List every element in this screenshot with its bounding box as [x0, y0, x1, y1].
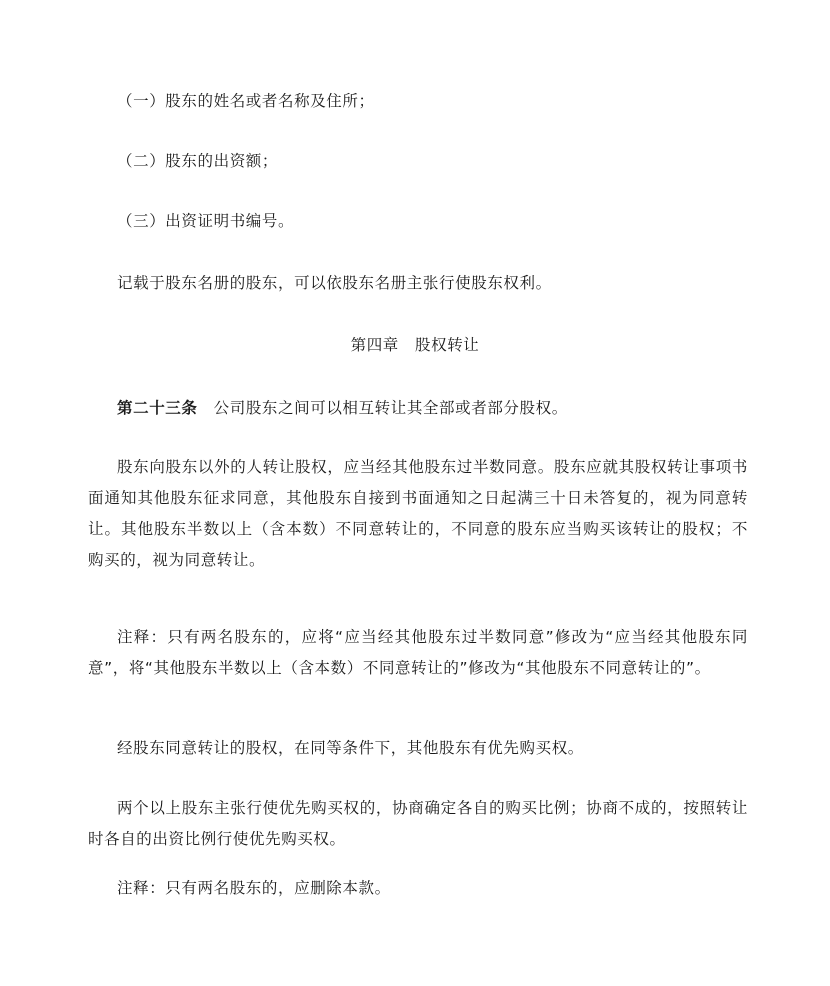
- preemption-paragraph: 经股东同意转让的股权，在同等条件下，其他股东有优先购买权。: [117, 739, 584, 757]
- item-1: （一）股东的姓名或者名称及住所；: [117, 92, 375, 110]
- item-3: （三）出资证明书编号。: [117, 212, 295, 230]
- transfer-paragraph: 股东向股东以外的人转让股权，应当经其他股东过半数同意。股东应就其股权转让事项书面通知其他股东征求同意，其他股东自接到书面通知之日起满三十日未答复的，视为同意转让。其他股东半数以上（含本数）不同意转让的，不同意的股东应当购买该转让的股权；不购买的，视为同意转让。: [88, 458, 748, 569]
- multiple-preemption-paragraph: 两个以上股东主张行使优先购买权的，协商确定各自的购买比例；协商不成的，按照转让时各自的出资比例行使优先购买权。: [88, 799, 748, 848]
- chapter-title: 第四章 股权转让: [350, 336, 480, 354]
- article-number: 第二十三条: [117, 399, 198, 417]
- article-text: 公司股东之间可以相互转让其全部或者部分股权。: [197, 399, 568, 417]
- note-paragraph-1: 注释：只有两名股东的，应将“应当经其他股东过半数同意”修改为“应当经其他股东同意”，将“其他股东半数以上（含本数）不同意转让的”修改为“其他股东不同意转让的”。: [88, 628, 748, 677]
- article-23: [88, 393, 748, 424]
- note-paragraph-2: 注释：只有两名股东的，应删除本款。: [117, 879, 391, 897]
- register-rights-paragraph: 记载于股东名册的股东，可以依股东名册主张行使股东权利。: [117, 274, 552, 292]
- item-2: （二）股东的出资额；: [117, 152, 279, 170]
